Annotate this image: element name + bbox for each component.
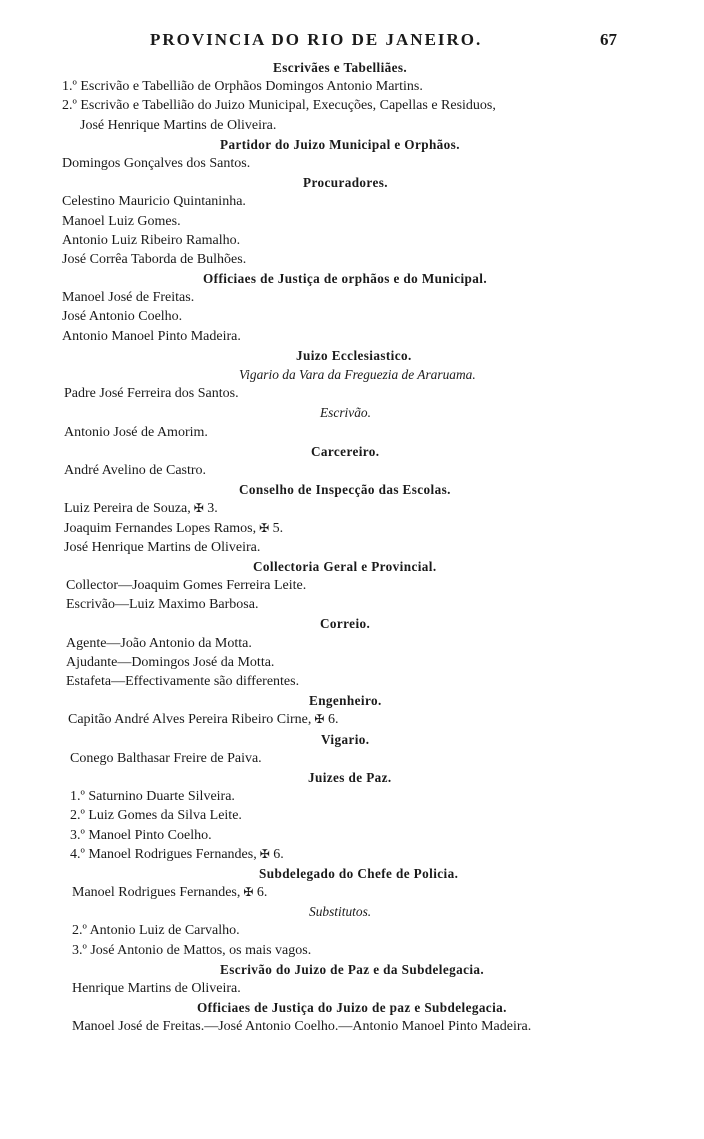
section-heading	[0, 346, 704, 365]
line-text: Collectoria Geral e Provincial.	[253, 558, 437, 574]
line-text: André Avelino de Castro.	[64, 462, 207, 478]
line-text: Juizo Ecclesiastico.	[296, 347, 412, 363]
line-text: José Henrique Martins de Oliveira.	[64, 539, 261, 555]
line-text: Collector—Joaquim Gomes Ferreira Leite.	[66, 578, 307, 594]
text-line	[0, 423, 704, 442]
text-line	[0, 710, 704, 729]
line-text: Escrivães e Tabelliães.	[273, 60, 408, 75]
text-line	[0, 116, 704, 135]
decoration-number: 5.	[269, 520, 284, 536]
text-line	[0, 519, 704, 538]
line-text: Substitutos.	[309, 904, 372, 920]
decoration-number: 6.	[269, 846, 284, 862]
text-line	[0, 288, 704, 307]
decoration-number: 6.	[253, 885, 268, 901]
text-line	[0, 883, 704, 902]
section-heading	[0, 730, 704, 749]
cross-icon: ✠	[259, 520, 270, 535]
text-line	[0, 499, 704, 518]
line-text: Joaquim Fernandes Lopes Ramos,	[64, 520, 257, 536]
line-text: José Corrêa Taborda de Bulhões.	[62, 251, 247, 267]
line-text: Escrivão.	[320, 405, 371, 421]
line-text: Domingos Gonçalves dos Santos.	[62, 155, 251, 171]
text-line	[0, 653, 704, 672]
running-head	[0, 30, 704, 54]
line-text: Antonio José de Amorim.	[64, 424, 208, 440]
text-line	[0, 826, 704, 845]
text-line	[0, 672, 704, 691]
text-line	[0, 461, 704, 480]
line-text: 3.º José Antonio de Mattos, os mais vagos.	[72, 942, 312, 958]
line-text: Officiaes de Justiça do Juizo de paz e Subdelegacia.	[197, 1000, 507, 1016]
line-text: Estafeta—Effectivamente são differentes.	[66, 674, 300, 689]
line-text: Henrique Martins de Oliveira.	[72, 981, 241, 996]
section-heading	[0, 998, 704, 1017]
line-text: Manoel José de Freitas.	[62, 290, 195, 306]
line-text: Luiz Pereira de Souza,	[64, 501, 191, 517]
line-text: José Henrique Martins de Oliveira.	[80, 117, 277, 133]
section-heading	[0, 864, 704, 883]
text-line	[0, 250, 704, 269]
subheading	[0, 403, 704, 422]
line-text: Partidor do Juizo Municipal e Orphãos.	[220, 136, 460, 152]
cross-icon: ✠	[193, 501, 204, 516]
line-text: Conego Balthasar Freire de Paiva.	[70, 750, 262, 766]
section-heading	[0, 269, 704, 288]
line-text: Manoel José de Freitas.—José Antonio Coelho.—Antonio Manoel Pinto Madeira.	[72, 1019, 532, 1035]
text-line	[0, 154, 704, 173]
line-text: Procuradores.	[303, 175, 388, 191]
text-line	[0, 595, 704, 614]
text-line	[0, 576, 704, 595]
line-text: José Antonio Coelho.	[62, 309, 183, 325]
cross-icon: ✠	[314, 712, 325, 727]
text-line	[0, 845, 704, 864]
line-text: Officiaes de Justiça de orphãos e do Municipal.	[203, 271, 488, 287]
section-heading	[0, 58, 704, 77]
text-line	[0, 384, 704, 403]
section-heading	[0, 173, 704, 192]
line-text: 4.º Manoel Rodrigues Fernandes,	[70, 846, 257, 862]
line-text: 2.º Escrivão e Tabellião do Juizo Municipal, Execuções, Capellas e Residuos,	[62, 98, 496, 114]
subheading	[0, 365, 704, 384]
text-line	[0, 1017, 704, 1036]
line-text: Subdelegado do Chefe de Policia.	[259, 865, 459, 881]
page-content	[0, 58, 704, 1037]
section-heading	[0, 691, 704, 710]
line-text: Juizes de Paz.	[308, 769, 392, 785]
line-text: Carcereiro.	[311, 443, 380, 459]
line-text: 3.º Manoel Pinto Coelho.	[70, 827, 212, 843]
line-text: Ajudante—Domingos José da Motta.	[66, 654, 275, 670]
text-line	[0, 941, 704, 960]
text-line	[0, 749, 704, 768]
line-text: Celestino Mauricio Quintaninha.	[62, 194, 246, 210]
text-line	[0, 634, 704, 653]
section-heading	[0, 557, 704, 576]
text-line	[0, 327, 704, 346]
line-text: Vigario da Vara da Freguezia de Araruama.	[239, 367, 476, 382]
text-line	[0, 96, 704, 115]
line-text: 1.º Escrivão e Tabellião de Orphãos Domingos Antonio Martins.	[62, 79, 423, 95]
section-heading	[0, 442, 704, 461]
section-heading	[0, 614, 704, 633]
text-line	[0, 921, 704, 940]
line-text: Antonio Manoel Pinto Madeira.	[62, 328, 241, 344]
line-text: Correio.	[320, 616, 371, 632]
page-title: PROVINCIA DO RIO DE JANEIRO.	[150, 30, 483, 49]
line-text: Capitão André Alves Pereira Ribeiro Cirne,	[68, 712, 312, 728]
text-line	[0, 806, 704, 825]
decoration-number: 3.	[203, 501, 218, 517]
line-text: Engenheiro.	[309, 693, 382, 709]
line-text: Agente—João Antonio da Motta.	[66, 635, 252, 651]
section-heading	[0, 480, 704, 499]
text-line	[0, 212, 704, 231]
line-text: 1.º Saturnino Duarte Silveira.	[70, 789, 235, 805]
section-heading	[0, 768, 704, 787]
line-text: Vigario.	[321, 731, 370, 747]
text-line	[0, 231, 704, 250]
line-text: Conselho de Inspecção das Escolas.	[239, 482, 451, 498]
decoration-number: 6.	[324, 712, 339, 728]
line-text: 2.º Luiz Gomes da Silva Leite.	[70, 808, 242, 824]
cross-icon: ✠	[259, 846, 270, 861]
line-text: Escrivão do Juizo de Paz e da Subdelegacia.	[220, 961, 485, 977]
line-text: 2.º Antonio Luiz de Carvalho.	[72, 923, 240, 939]
line-text: Manoel Luiz Gomes.	[62, 213, 181, 229]
text-line	[0, 307, 704, 326]
line-text: Antonio Luiz Ribeiro Ramalho.	[62, 232, 241, 248]
text-line	[0, 979, 704, 998]
text-line	[0, 192, 704, 211]
text-line	[0, 787, 704, 806]
subheading	[0, 902, 704, 921]
text-line	[0, 77, 704, 96]
cross-icon: ✠	[243, 885, 254, 900]
section-heading	[0, 960, 704, 979]
section-heading	[0, 135, 704, 154]
text-line	[0, 538, 704, 557]
line-text: Manoel Rodrigues Fernandes,	[72, 885, 241, 901]
line-text: Escrivão—Luiz Maximo Barbosa.	[66, 597, 259, 613]
line-text: Padre José Ferreira dos Santos.	[64, 386, 239, 402]
page-number: 67	[600, 30, 617, 49]
